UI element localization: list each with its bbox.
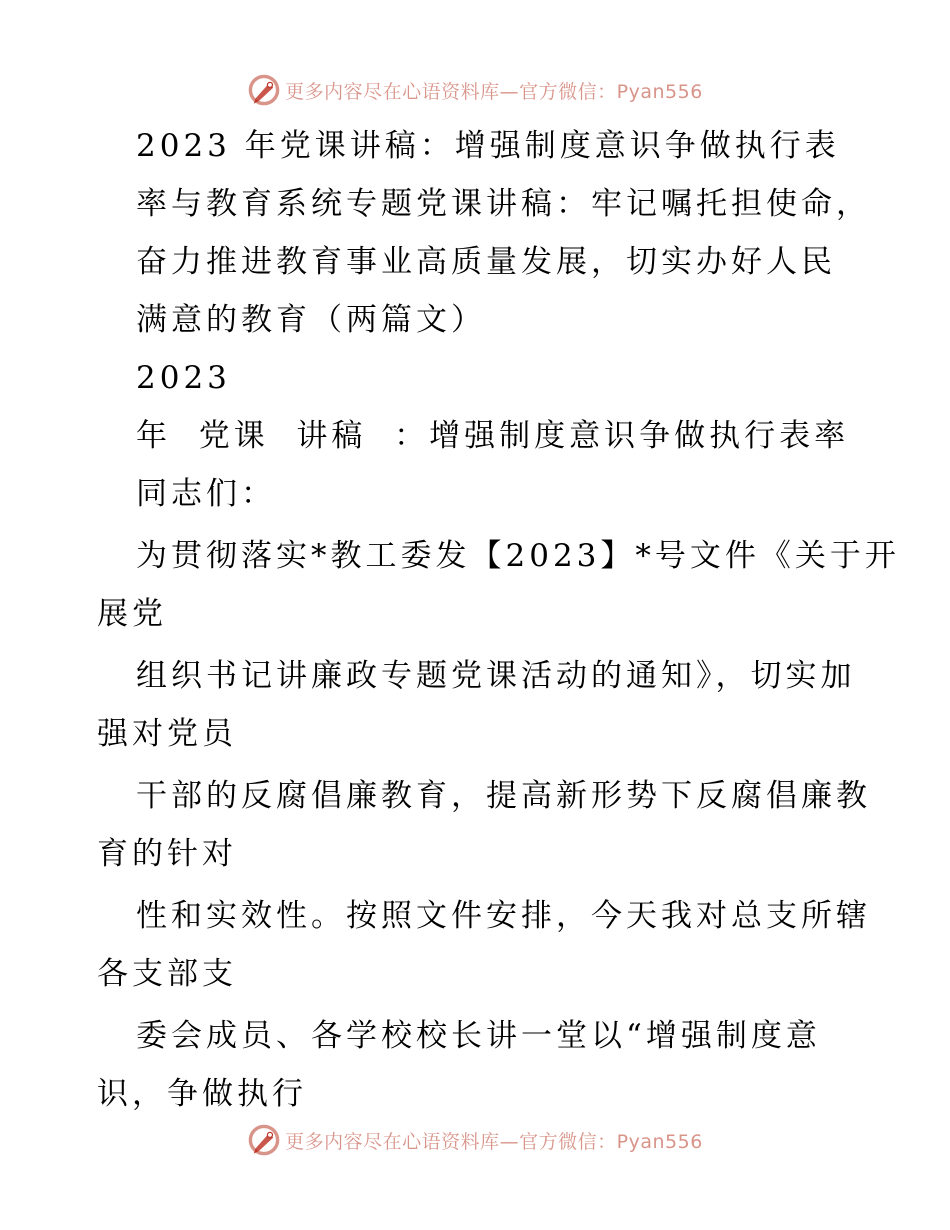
- text-line: 干部的反腐倡廉教育，提高新形势下反腐倡廉教: [136, 778, 871, 814]
- pen-nib-logo-icon: [247, 1123, 281, 1157]
- text-line: 2023: [136, 360, 231, 396]
- text-line: 委会成员、各学校校长讲一堂以“增强制度意: [136, 1018, 821, 1054]
- text-line: 率与教育系统专题党课讲稿：牢记嘱托担使命，: [136, 186, 871, 222]
- text-line: 同志们：: [136, 476, 276, 512]
- text-line: 满意的教育（两篇文）: [136, 302, 486, 338]
- text-line: 展党: [97, 596, 167, 632]
- text-line: 2023 年党课讲稿：增强制度意识争做执行表: [136, 128, 840, 164]
- header-watermark: [0, 70, 950, 110]
- text-line: 强对党员: [97, 716, 237, 752]
- text-line: 组织书记讲廉政专题党课活动的通知》，切实加: [136, 658, 856, 694]
- footer-watermark-text: 更多内容尽在心语资料库—官方微信：Pyan556: [285, 1130, 703, 1153]
- text-line: 年 党课 讲稿 ：增强制度意识争做执行表率: [136, 418, 850, 454]
- text-line: 奋力推进教育事业高质量发展，切实办好人民: [136, 244, 836, 280]
- header-watermark-text: 更多内容尽在心语资料库—官方微信：Pyan556: [285, 80, 703, 103]
- pen-nib-logo-icon: [247, 73, 281, 107]
- footer-watermark: [0, 1120, 950, 1160]
- text-line: 为贯彻落实*教工委发【2023】*号文件《关于开: [136, 538, 900, 574]
- text-line: 识，争做执行: [97, 1076, 307, 1112]
- text-line: 性和实效性。按照文件安排，今天我对总支所辖: [136, 898, 871, 934]
- text-line: 各支部支: [97, 956, 237, 992]
- text-line: 育的针对: [97, 836, 237, 872]
